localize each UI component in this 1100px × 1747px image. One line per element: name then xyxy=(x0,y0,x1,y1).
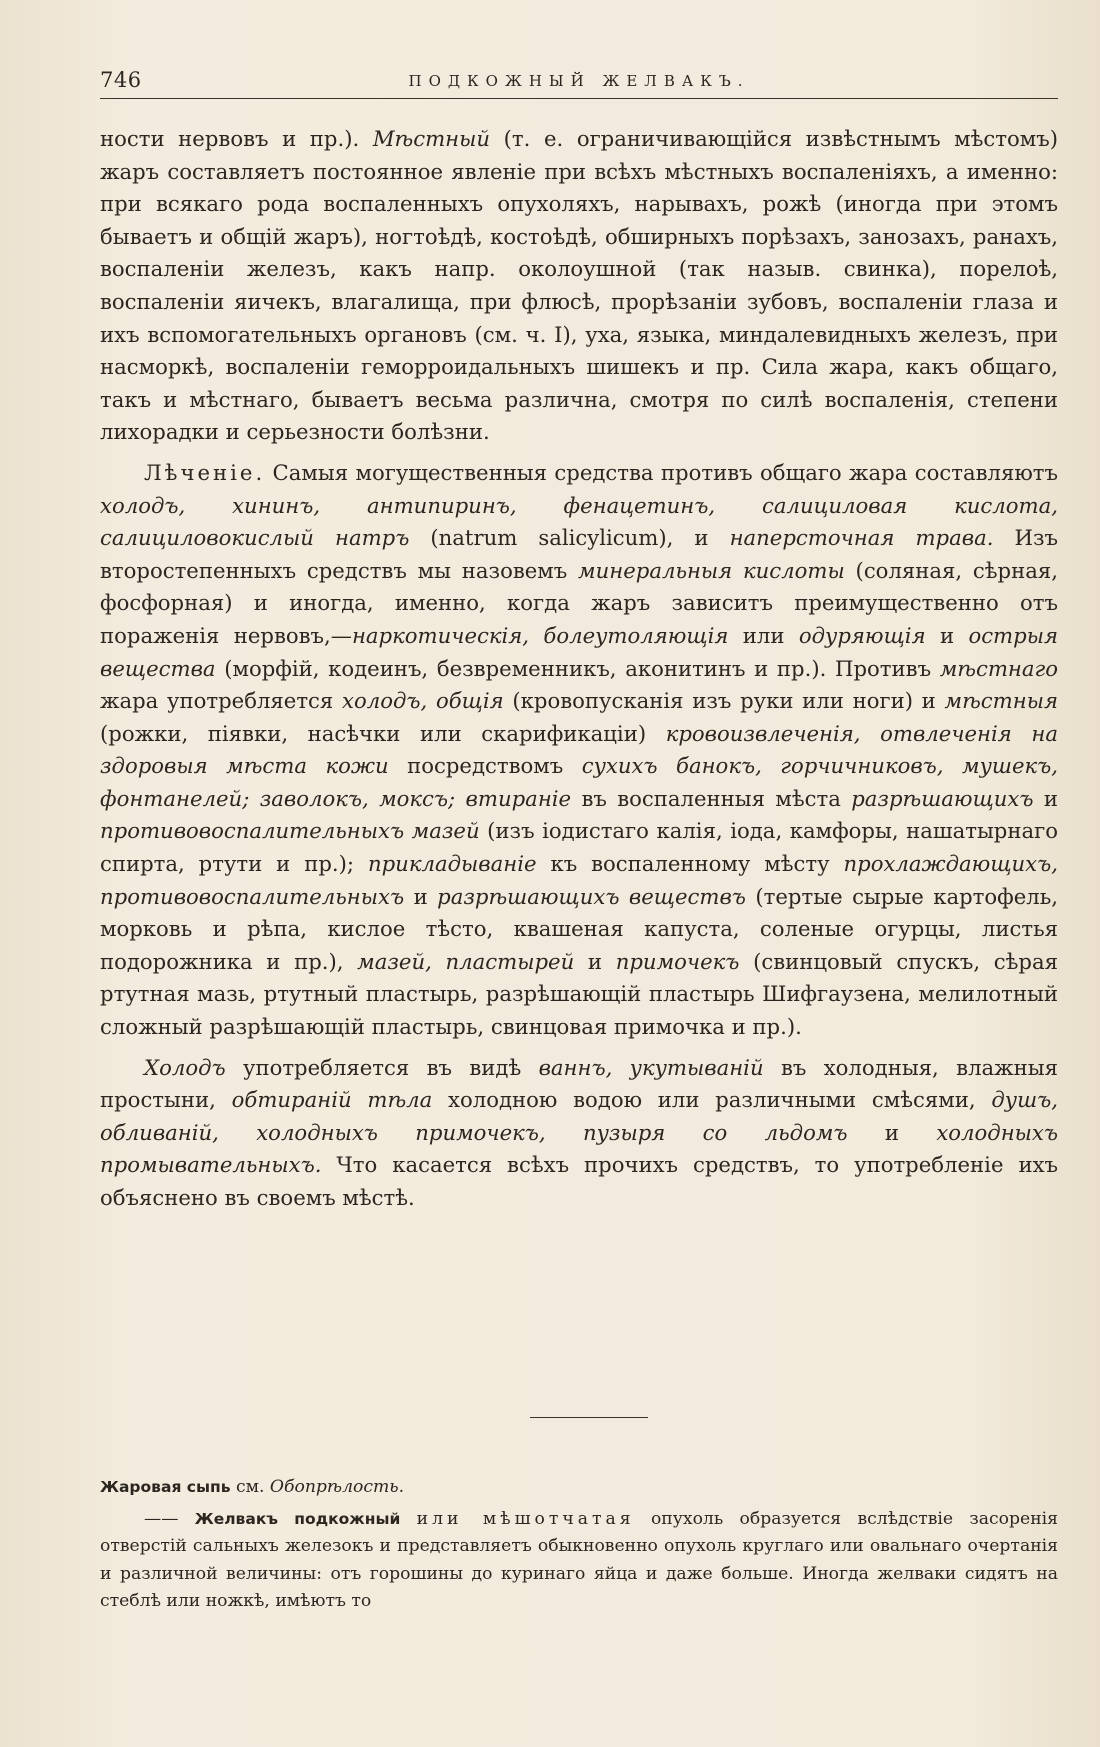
text-span: въ воспаленныя мѣста xyxy=(571,785,852,811)
italic-term: наперсточная трава. xyxy=(729,525,994,551)
paragraph-treatment xyxy=(100,457,1058,1044)
entry-subcutaneous-cyst xyxy=(100,1506,1058,1616)
text-span: (тертые сырые картофель, морковь и рѣпа, кислое тѣсто, квашеная капуста, соленые огурцы, листья подорожника и пр.), xyxy=(100,883,1058,974)
italic-term: сухихъ банокъ, горчичниковъ, мушекъ, фонтанелей; заволокъ, моксъ; втираніе xyxy=(100,753,1058,811)
entry-heat-rash xyxy=(100,1474,1058,1502)
text-span: и xyxy=(404,883,438,909)
italic-term: прохлаждающихъ, противовоспалительныхъ xyxy=(100,851,1058,909)
italic-term: Холодъ xyxy=(144,1054,226,1080)
italic-term: мѣстнаго xyxy=(939,655,1058,681)
italic-term: Мѣстный xyxy=(372,126,491,151)
text-span: (т. е. ограничивающійся извѣстнымъ мѣстомъ) жаръ составляетъ постоянное явленіе при всѣхъ мѣстныхъ воспаленіяхъ, а именно: при всякаго рода воспаленныхъ опухоляхъ, нарывахъ, рожѣ (иногда при этомъ бываетъ и общій жаръ), ногтоѣдѣ, костоѣдѣ, обширныхъ порѣзахъ, занозахъ, ранахъ, воспаленіи железъ, какъ напр. околоушной (так назыв. свинка), порелоѣ, воспаленіи яичекъ, влагалища, при флюсѣ, прорѣзаніи зубовъ, воспаленіи глаза и ихъ вспомогательныхъ органовъ (см. ч. I), уха, языка, миндалевидныхъ железъ, при насморкѣ, воспаленіи геморроидальныхъ шишекъ и пр. Сила жара, какъ общаго, такъ и мѣстнаго, бываетъ весьма различна, смотря по силѣ воспаленія, степени лихорадки и серьезности болѣзни. xyxy=(100,126,1059,445)
text-span: употребляется въ видѣ xyxy=(225,1054,539,1080)
italic-term: одуряющія xyxy=(798,622,926,648)
text-span: Что касается всѣхъ прочихъ средствъ, то употребленіе ихъ объяснено въ своемъ мѣстѣ. xyxy=(100,1152,1058,1210)
text-span: въ холодныя, влажныя простыни, xyxy=(100,1054,1058,1113)
italic-term: разрѣшающихъ xyxy=(851,785,1034,811)
text-span: (свинцовый спускъ, сѣрая ртутная мазь, ртутный пластырь, разрѣшающій пластырь Шифгаузена, мелилотный сложный разрѣшающій пластырь, свинцовая примочка и пр.). xyxy=(100,948,1058,1040)
text-span: (natrum salicylicum), и xyxy=(409,525,730,551)
italic-term: Обопрѣлость. xyxy=(269,1477,405,1497)
section-lead: Лѣченіе. xyxy=(144,459,266,485)
italic-term: обтираній тѣла xyxy=(231,1087,433,1113)
italic-term: мѣстныя xyxy=(944,688,1058,714)
text-span: (морфій, кодеинъ, безвременникъ, аконитинъ и пр.). Противъ xyxy=(215,655,940,681)
text-span: и xyxy=(574,948,616,974)
text-span: (рожки, піявки, насѣчки или скарификаціи) xyxy=(100,720,666,746)
entry-dash: —— xyxy=(144,1508,195,1529)
text-span: и xyxy=(925,622,969,648)
italic-term: острыя вещества xyxy=(100,622,1058,681)
text-span: къ воспаленному мѣсту xyxy=(536,851,844,877)
italic-term: ваннъ, укутываній xyxy=(538,1054,764,1080)
entry-headword: Жаровая сыпь xyxy=(100,1478,231,1496)
italic-term: холодъ, хининъ, антипиринъ, фенацетинъ, салициловая кислота, салициловокислый натръ xyxy=(100,492,1058,551)
page-number: 746 xyxy=(100,68,142,92)
spaced-term: или мѣшотчатая xyxy=(416,1508,635,1529)
running-head: ПОДКОЖНЫЙ ЖЕЛВАКЪ. xyxy=(408,72,750,90)
text-span: и xyxy=(847,1119,937,1145)
text-span: Изъ второстепенныхъ средствъ мы назовемъ xyxy=(100,525,1058,583)
text-span: (кровопусканія изъ руки или ноги) и xyxy=(503,688,945,714)
italic-term: разрѣшающихъ веществъ xyxy=(437,883,746,909)
italic-term: холодныхъ промывательныхъ. xyxy=(100,1119,1058,1178)
text-span: (изъ іодистаго калія, іода, камфоры, нашатырнаго спирта, ртути и пр.); xyxy=(100,818,1058,877)
text-span xyxy=(400,1509,416,1529)
entry-headword: Желвакъ подкожный xyxy=(194,1509,401,1528)
next-entries xyxy=(100,1474,1058,1620)
italic-term: мазей, пластырей xyxy=(357,948,575,974)
italic-term: противовоспалительныхъ мазей xyxy=(100,818,480,844)
main-text xyxy=(100,123,1058,1223)
page-header xyxy=(100,68,1058,99)
italic-term: прикладываніе xyxy=(367,851,537,877)
paragraph-cold xyxy=(100,1052,1058,1215)
text-span: или xyxy=(728,622,799,648)
text-span: холодною водою или различными смѣсями, xyxy=(432,1087,992,1113)
italic-term: холодъ, общія xyxy=(342,688,504,714)
text-span: ности нервовъ и пр.). xyxy=(100,126,373,151)
text-span: посредствомъ xyxy=(388,753,582,779)
italic-term: душъ, обливаній, холодныхъ примочекъ, пузыря со льдомъ xyxy=(100,1087,1059,1145)
paragraph-fever-local xyxy=(100,123,1058,449)
text-span: (соляная, сѣрная, фосфорная) и иногда, именно, когда жаръ зависитъ преимущественно отъ пораженія нервовъ,— xyxy=(100,557,1058,648)
section-divider xyxy=(530,1417,648,1418)
italic-term: минеральныя кислоты xyxy=(578,557,845,583)
text-span: жара употребляется xyxy=(100,688,342,714)
text-span: Самыя могущественныя средства противъ общаго жара составляютъ xyxy=(265,459,1058,485)
italic-term: кровоизвлеченія, отвлеченія на здоровыя мѣста кожи xyxy=(100,720,1058,779)
text-span: см. xyxy=(230,1477,270,1497)
text-span: опухоль образуется вслѣдствіе засоренія отверстій сальныхъ железокъ и представляетъ обыкновенно опухоль круглаго или овальнаго очертанія и различной величины: отъ горошины до куринаго яйца и даже больше. Иногда желваки сидятъ на стеблѣ или ножкѣ, имѣютъ то xyxy=(100,1508,1058,1611)
italic-term: примочекъ xyxy=(615,948,740,974)
italic-term: наркотическія, болеутоляющія xyxy=(351,622,729,648)
text-span: и xyxy=(1033,785,1059,811)
